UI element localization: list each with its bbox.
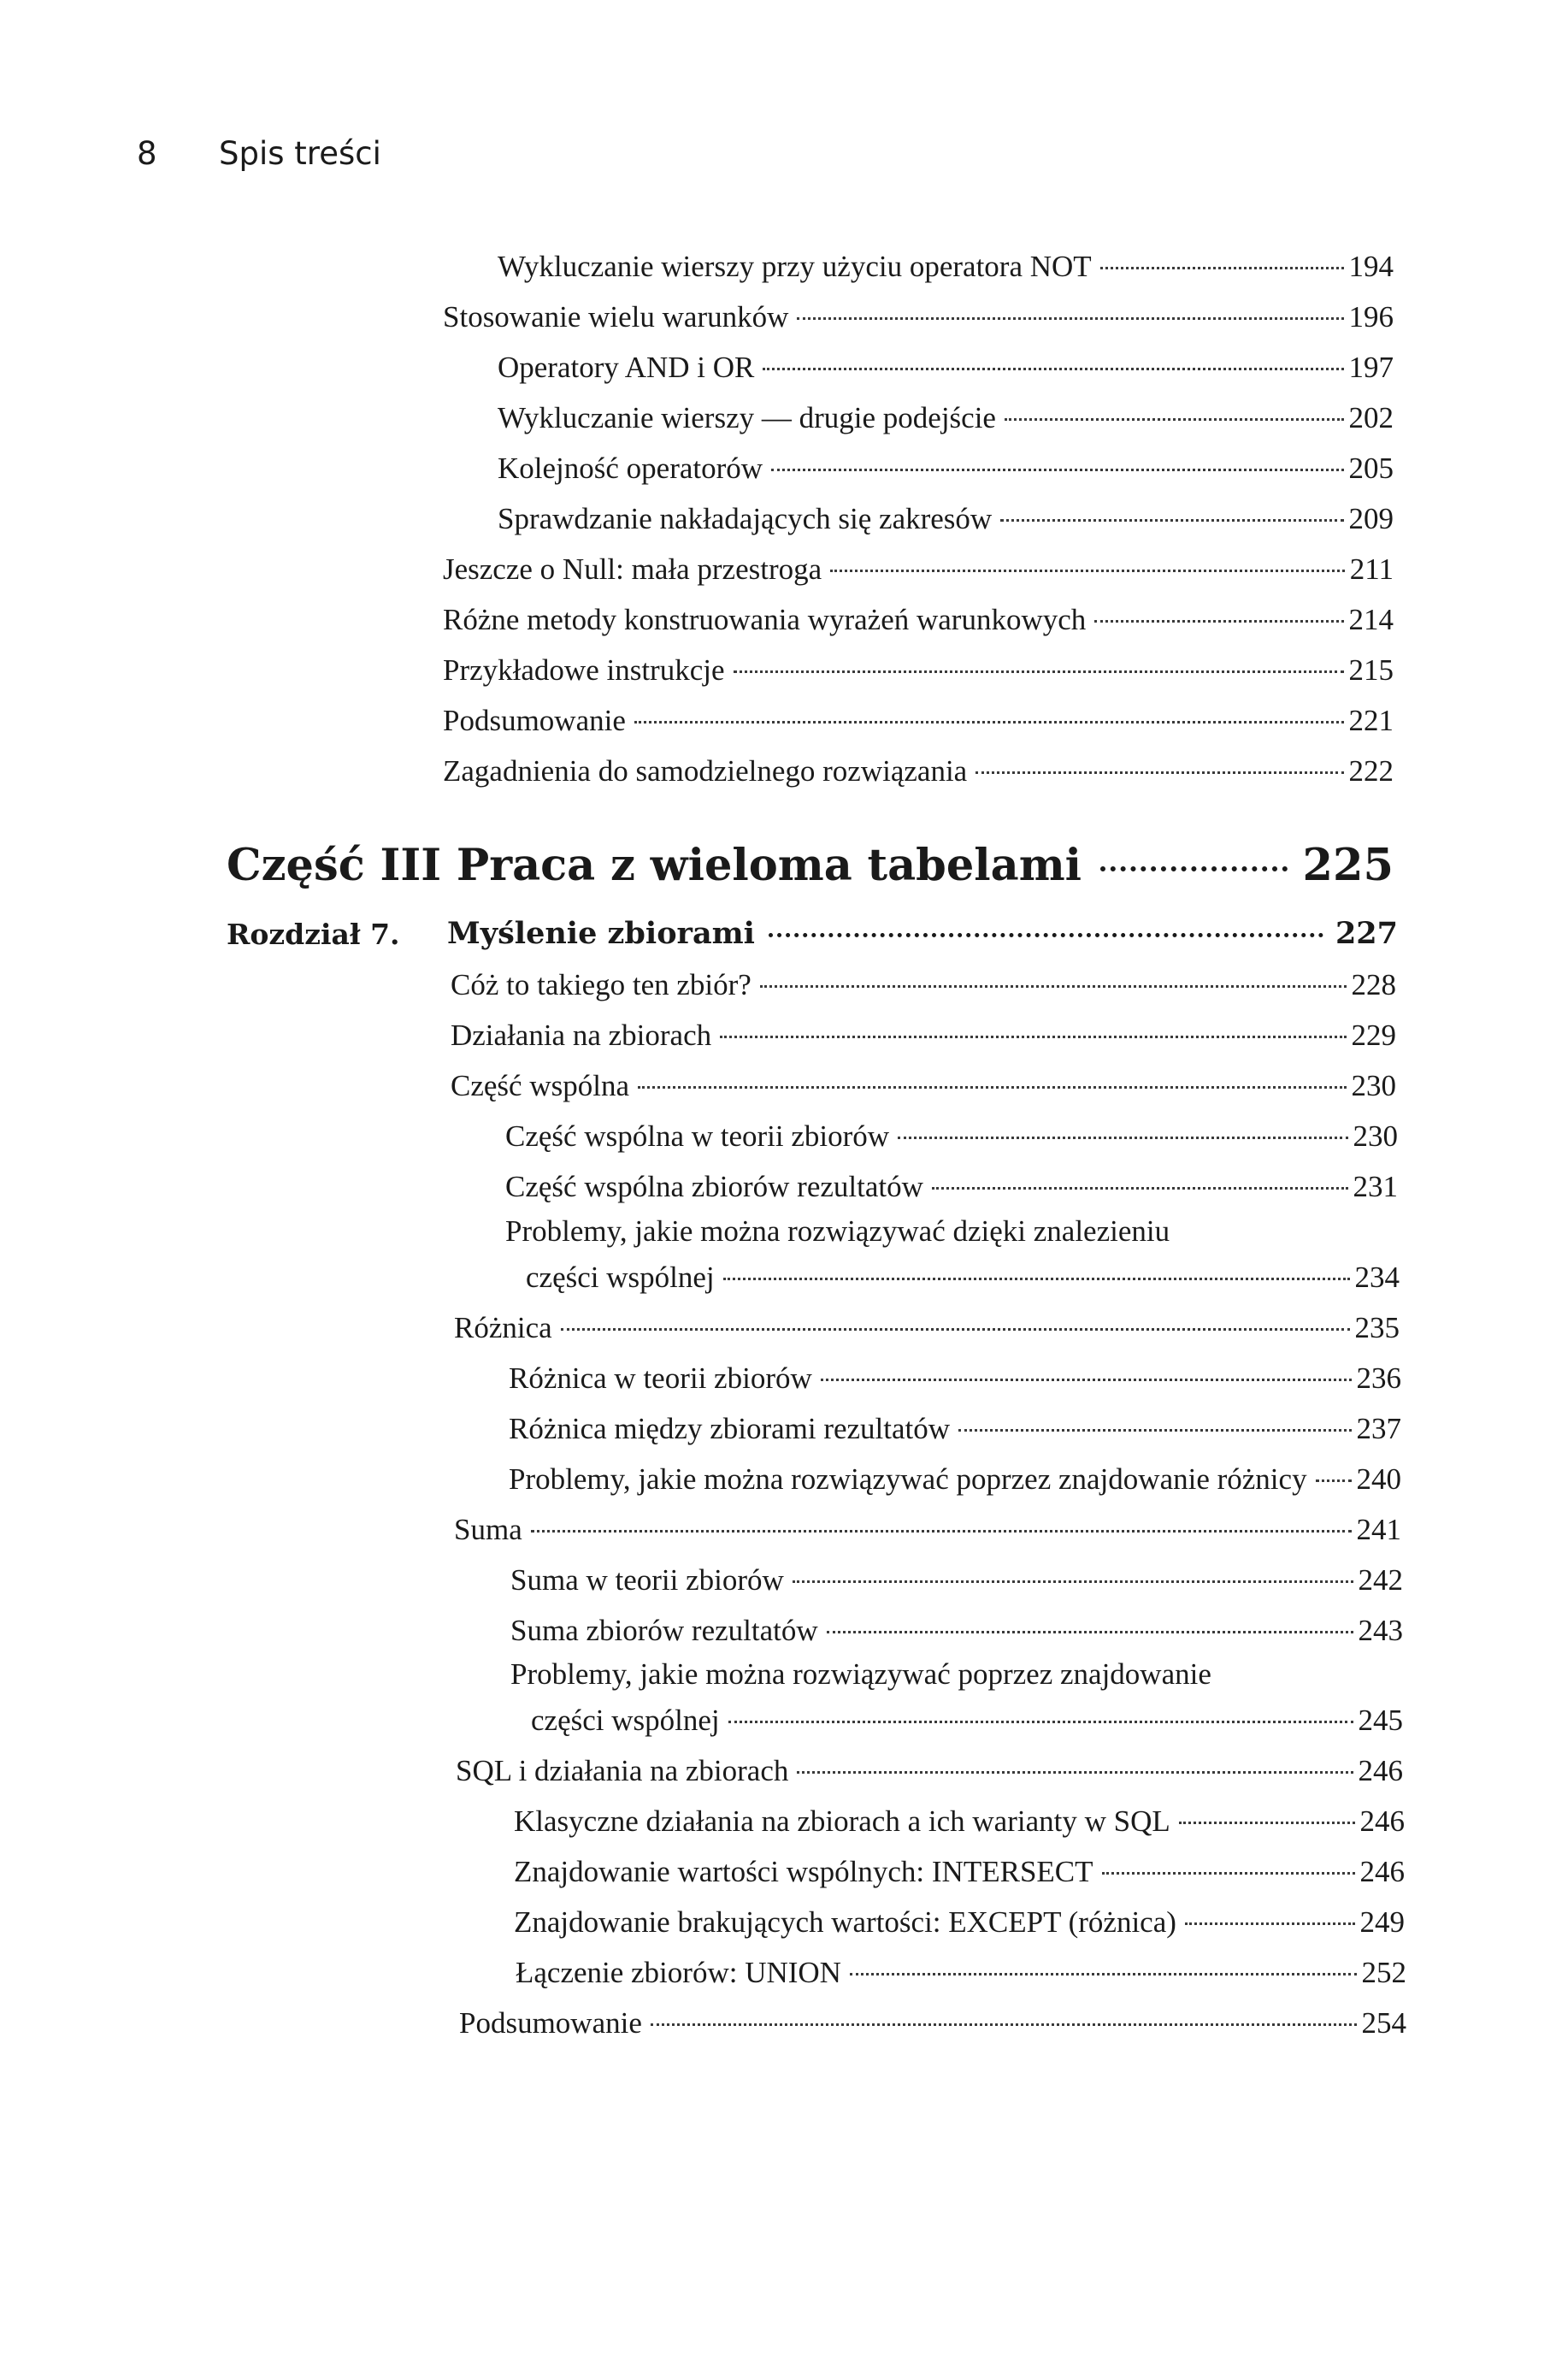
- toc-entry-page: 231: [1353, 1170, 1398, 1203]
- toc-entry-page: 196: [1348, 300, 1394, 334]
- toc-entry-page: 243: [1358, 1614, 1403, 1647]
- toc-entry-page: 222: [1348, 754, 1394, 788]
- toc-entry-page: 235: [1354, 1311, 1400, 1344]
- toc-entry[interactable]: [443, 753, 1394, 790]
- running-header: [137, 135, 381, 172]
- toc-entry-page: 228: [1351, 968, 1396, 1001]
- dot-leader: [1179, 1822, 1355, 1824]
- dot-leader: [1316, 1479, 1352, 1482]
- dot-leader: [797, 317, 1343, 320]
- dot-leader: [1094, 620, 1343, 623]
- toc-entry-title: Część wspólna zbiorów rezultatów: [505, 1170, 923, 1203]
- toc-entry[interactable]: [498, 399, 1394, 437]
- toc-entry[interactable]: [451, 1067, 1396, 1105]
- toc-entry[interactable]: [509, 1360, 1401, 1397]
- toc-entry[interactable]: [505, 1118, 1398, 1155]
- dot-leader: [734, 670, 1344, 673]
- toc-entry-title: Działania na zbiorach: [451, 1019, 712, 1052]
- dot-leader: [760, 985, 1347, 988]
- toc-entry-title: Część wspólna: [451, 1069, 629, 1102]
- toc-entry-title: części wspólnej: [531, 1704, 720, 1737]
- chapter-title: Myślenie zbiorami: [447, 916, 755, 951]
- toc-entry-page: 249: [1359, 1905, 1405, 1939]
- toc-entry-page: 246: [1359, 1855, 1405, 1888]
- part-heading[interactable]: [227, 840, 1394, 891]
- toc-entry-page: 236: [1356, 1361, 1401, 1395]
- dot-leader: [634, 721, 1344, 723]
- toc-entry[interactable]: [516, 1954, 1406, 1992]
- toc-entry-title: Suma zbiorów rezultatów: [510, 1614, 818, 1647]
- chapter-heading[interactable]: [447, 913, 1398, 954]
- toc-entry-title-line1: Problemy, jakie można rozwiązywać poprzez znajdowanie: [510, 1657, 1211, 1691]
- toc-entry-page: 229: [1351, 1019, 1396, 1052]
- dot-leader: [827, 1631, 1353, 1633]
- dot-leader: [1100, 866, 1288, 871]
- toc-entry[interactable]: [443, 551, 1394, 588]
- toc-entry[interactable]: [498, 500, 1394, 538]
- dot-leader: [1102, 1872, 1355, 1875]
- toc-entry-page: 254: [1361, 2006, 1406, 2040]
- toc-entry[interactable]: [443, 601, 1394, 639]
- toc-entry-title: Podsumowanie: [443, 704, 626, 737]
- toc-entry-title: Suma w teorii zbiorów: [510, 1563, 784, 1597]
- dot-leader: [797, 1771, 1353, 1774]
- toc-entry[interactable]: [456, 1752, 1403, 1790]
- chapter-page: 227: [1335, 916, 1398, 951]
- toc-entry-title: Suma: [454, 1513, 522, 1546]
- dot-leader: [763, 368, 1343, 370]
- toc-entry[interactable]: [509, 1461, 1401, 1498]
- dot-leader: [651, 2023, 1357, 2026]
- toc-entry[interactable]: [531, 1702, 1403, 1739]
- toc-entry-page: 202: [1348, 401, 1394, 434]
- dot-leader: [720, 1036, 1346, 1038]
- toc-entry[interactable]: [510, 1562, 1403, 1599]
- toc-entry-title: Cóż to takiego ten zbiór?: [451, 968, 752, 1001]
- toc-entry-title: Wykluczanie wierszy — drugie podejście: [498, 401, 996, 434]
- toc-entry[interactable]: [454, 1511, 1401, 1549]
- toc-entry-page: 209: [1348, 502, 1394, 535]
- toc-entry-title: Różne metody konstruowania wyrażeń warunkowych: [443, 603, 1087, 636]
- toc-entry-title: Klasyczne działania na zbiorach a ich warianty w SQL: [514, 1804, 1170, 1838]
- dot-leader: [769, 933, 1323, 937]
- toc-entry-page: 211: [1349, 552, 1394, 586]
- dot-leader: [976, 771, 1343, 774]
- toc-entry-title: Operatory AND i OR: [498, 351, 755, 384]
- dot-leader: [728, 1721, 1353, 1723]
- toc-entry-page: 194: [1348, 250, 1394, 283]
- dot-leader: [793, 1580, 1353, 1583]
- toc-entry[interactable]: [514, 1904, 1405, 1941]
- toc-entry[interactable]: [510, 1612, 1403, 1650]
- toc-entry-title: Sprawdzanie nakładających się zakresów: [498, 502, 993, 535]
- toc-entry-page: 230: [1351, 1069, 1396, 1102]
- toc-entry-title: SQL i działania na zbiorach: [456, 1754, 789, 1787]
- toc-entry-title: Przykładowe instrukcje: [443, 653, 725, 687]
- toc-entry-title: Stosowanie wielu warunków: [443, 300, 789, 334]
- toc-entry-page: 246: [1359, 1804, 1405, 1838]
- dot-leader: [723, 1278, 1350, 1280]
- toc-entry[interactable]: [443, 702, 1394, 740]
- toc-entry-page: 214: [1348, 603, 1394, 636]
- toc-entry-page: 221: [1348, 704, 1394, 737]
- dot-leader: [821, 1379, 1352, 1381]
- toc-entry-title: Różnica między zbiorami rezultatów: [509, 1412, 951, 1445]
- toc-entry[interactable]: [459, 2005, 1406, 2042]
- toc-entry-page: 241: [1356, 1513, 1401, 1546]
- toc-entry-title: Problemy, jakie można rozwiązywać poprzez znajdowanie różnicy: [509, 1462, 1307, 1496]
- dot-leader: [850, 1973, 1357, 1975]
- toc-entry[interactable]: [498, 248, 1394, 286]
- part-title: Część III Praca z wieloma tabelami: [227, 840, 1082, 891]
- toc-entry-page: 205: [1348, 452, 1394, 485]
- page-number: 8: [137, 135, 157, 172]
- toc-entry-title: Wykluczanie wierszy przy użyciu operatora NOT: [498, 250, 1092, 283]
- toc-entry-page: 246: [1358, 1754, 1403, 1787]
- toc-entry-title: Zagadnienia do samodzielnego rozwiązania: [443, 754, 968, 788]
- toc-entry-page: 252: [1361, 1956, 1406, 1989]
- toc-entry-title: Jeszcze o Null: mała przestroga: [443, 552, 822, 586]
- toc-entry-title: Różnica: [454, 1311, 552, 1344]
- toc-entry[interactable]: [451, 966, 1396, 1004]
- dot-leader: [638, 1086, 1347, 1089]
- toc-entry[interactable]: [443, 652, 1394, 689]
- dot-leader: [531, 1530, 1352, 1533]
- toc-entry-title: części wspólnej: [526, 1261, 715, 1294]
- dot-leader: [898, 1137, 1347, 1139]
- toc-entry-page: 240: [1356, 1462, 1401, 1496]
- chapter-label: Rozdział 7.: [227, 918, 400, 951]
- toc-entry[interactable]: [451, 1017, 1396, 1054]
- dot-leader: [561, 1328, 1350, 1331]
- toc-entry-page: 197: [1348, 351, 1394, 384]
- dot-leader: [1185, 1922, 1355, 1925]
- toc-entry-page: 242: [1358, 1563, 1403, 1597]
- running-title: Spis treści: [219, 135, 381, 172]
- toc-entry[interactable]: [505, 1168, 1398, 1206]
- toc-entry-title: Podsumowanie: [459, 2006, 642, 2040]
- toc-entry-title-line1: Problemy, jakie można rozwiązywać dzięki znalezieniu: [505, 1214, 1170, 1248]
- toc-entry-page: 245: [1358, 1704, 1403, 1737]
- dot-leader: [1100, 267, 1344, 269]
- toc-entry-title: Różnica w teorii zbiorów: [509, 1361, 812, 1395]
- toc-entry[interactable]: [498, 450, 1394, 487]
- toc-entry[interactable]: [443, 298, 1394, 336]
- toc-entry-page: 230: [1353, 1119, 1398, 1153]
- toc-entry-page: 215: [1348, 653, 1394, 687]
- toc-entry-title: Część wspólna w teorii zbiorów: [505, 1119, 890, 1153]
- toc-entry-title: Znajdowanie wartości wspólnych: INTERSECT: [514, 1855, 1093, 1888]
- part-page: 225: [1302, 840, 1394, 891]
- dot-leader: [1005, 418, 1344, 421]
- toc-entry[interactable]: [514, 1853, 1405, 1891]
- toc-entry[interactable]: [514, 1803, 1405, 1840]
- toc-entry[interactable]: [498, 349, 1394, 387]
- toc-entry-title: Znajdowanie brakujących wartości: EXCEPT (różnica): [514, 1905, 1176, 1939]
- toc-entry[interactable]: [454, 1309, 1400, 1347]
- dot-leader: [932, 1187, 1348, 1190]
- dot-leader: [830, 570, 1345, 572]
- toc-entry[interactable]: [526, 1259, 1400, 1296]
- toc-entry-title: Łączenie zbiorów: UNION: [516, 1956, 841, 1989]
- toc-entry[interactable]: [509, 1410, 1401, 1448]
- dot-leader: [1000, 519, 1343, 522]
- dot-leader: [958, 1429, 1351, 1432]
- toc-entry-page: 237: [1356, 1412, 1401, 1445]
- toc-entry-title: Kolejność operatorów: [498, 452, 763, 485]
- dot-leader: [771, 469, 1343, 471]
- toc-entry-page: 234: [1354, 1261, 1400, 1294]
